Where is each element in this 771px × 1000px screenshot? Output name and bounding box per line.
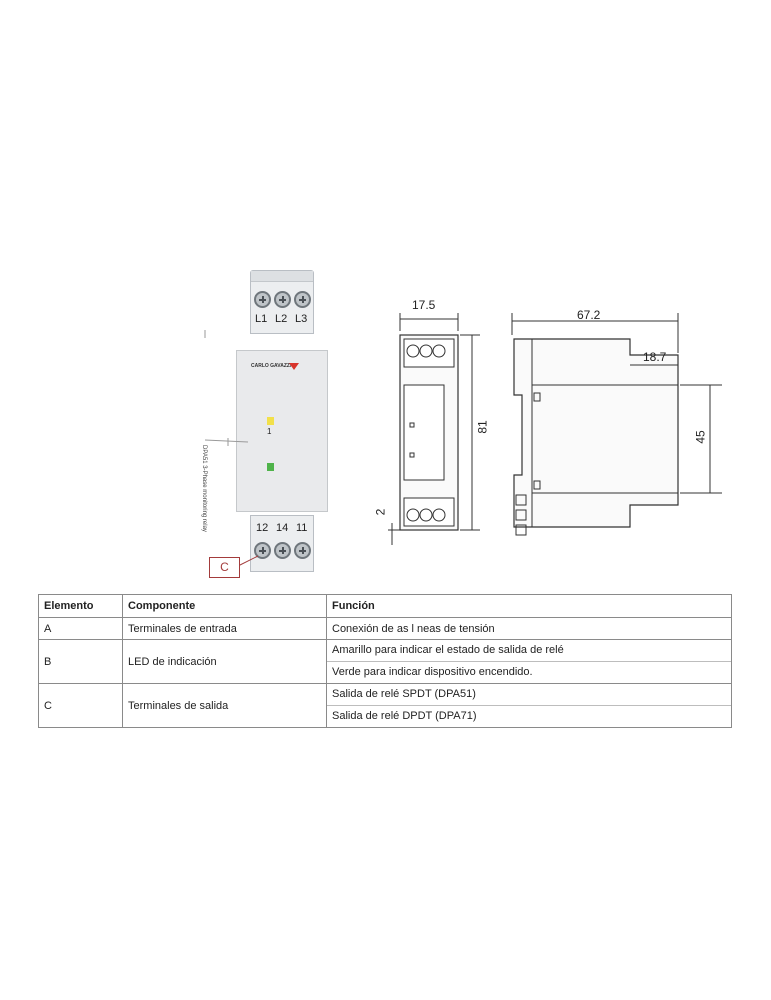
header-componente: Componente <box>123 595 327 618</box>
cell-funcion <box>327 684 732 728</box>
brand-label: CARLO GAVAZZI <box>251 363 292 369</box>
dim-front-width: 17.5 <box>412 298 436 312</box>
callout-lines <box>200 320 260 570</box>
terminal-label-12: 12 <box>256 522 269 534</box>
front-dimension-drawing <box>380 295 490 555</box>
table-row <box>39 684 732 728</box>
screw-icon <box>294 542 311 559</box>
screw-icon <box>274 542 291 559</box>
dim-height: 81 <box>475 420 490 434</box>
funcion-line: Verde para indicar dispositivo encendido. <box>327 661 731 683</box>
screw-icon <box>274 291 291 308</box>
cell-funcion <box>327 640 732 684</box>
cell-componente: Terminales de salida <box>123 684 327 728</box>
cell-elemento: B <box>39 640 123 684</box>
terminal-label-l1: L1 <box>255 313 268 325</box>
dim-step: 18.7 <box>643 350 667 364</box>
terminal-label-l2: L2 <box>275 313 288 325</box>
logo-icon <box>289 363 299 370</box>
dim-depth: 67.2 <box>577 308 601 322</box>
dim-offset: 2 <box>373 508 388 516</box>
screw-icon <box>254 291 271 308</box>
led-green <box>267 463 274 471</box>
funcion-line: Amarillo para indicar el estado de salida de relé <box>332 644 564 656</box>
screw-icon <box>294 291 311 308</box>
terminal-label-14: 14 <box>276 522 289 534</box>
dim-face-height: 45 <box>693 430 708 444</box>
device-side-text: DPA51 3-Phase monitoring relay <box>201 445 207 532</box>
terminal-label-l3: L3 <box>295 313 308 325</box>
led-yellow <box>267 417 274 425</box>
cell-componente: Terminales de entrada <box>123 618 327 640</box>
led-yellow-symbol: 1 <box>267 427 272 436</box>
table-header-row <box>39 595 732 618</box>
funcion-line: Salida de relé DPDT (DPA71) <box>327 705 731 727</box>
cell-funcion: Conexión de as l neas de tensión <box>327 618 732 640</box>
header-elemento: Elemento <box>39 595 123 618</box>
cell-elemento: C <box>39 684 123 728</box>
header-funcion: Función <box>327 595 732 618</box>
cell-componente: LED de indicación <box>123 640 327 684</box>
components-table <box>38 594 732 728</box>
table-row <box>39 640 732 684</box>
terminal-label-11: 11 <box>296 522 308 534</box>
table-row <box>39 618 732 640</box>
cell-elemento: A <box>39 618 123 640</box>
callout-c: C <box>209 557 240 578</box>
funcion-line: Salida de relé SPDT (DPA51) <box>332 688 476 700</box>
